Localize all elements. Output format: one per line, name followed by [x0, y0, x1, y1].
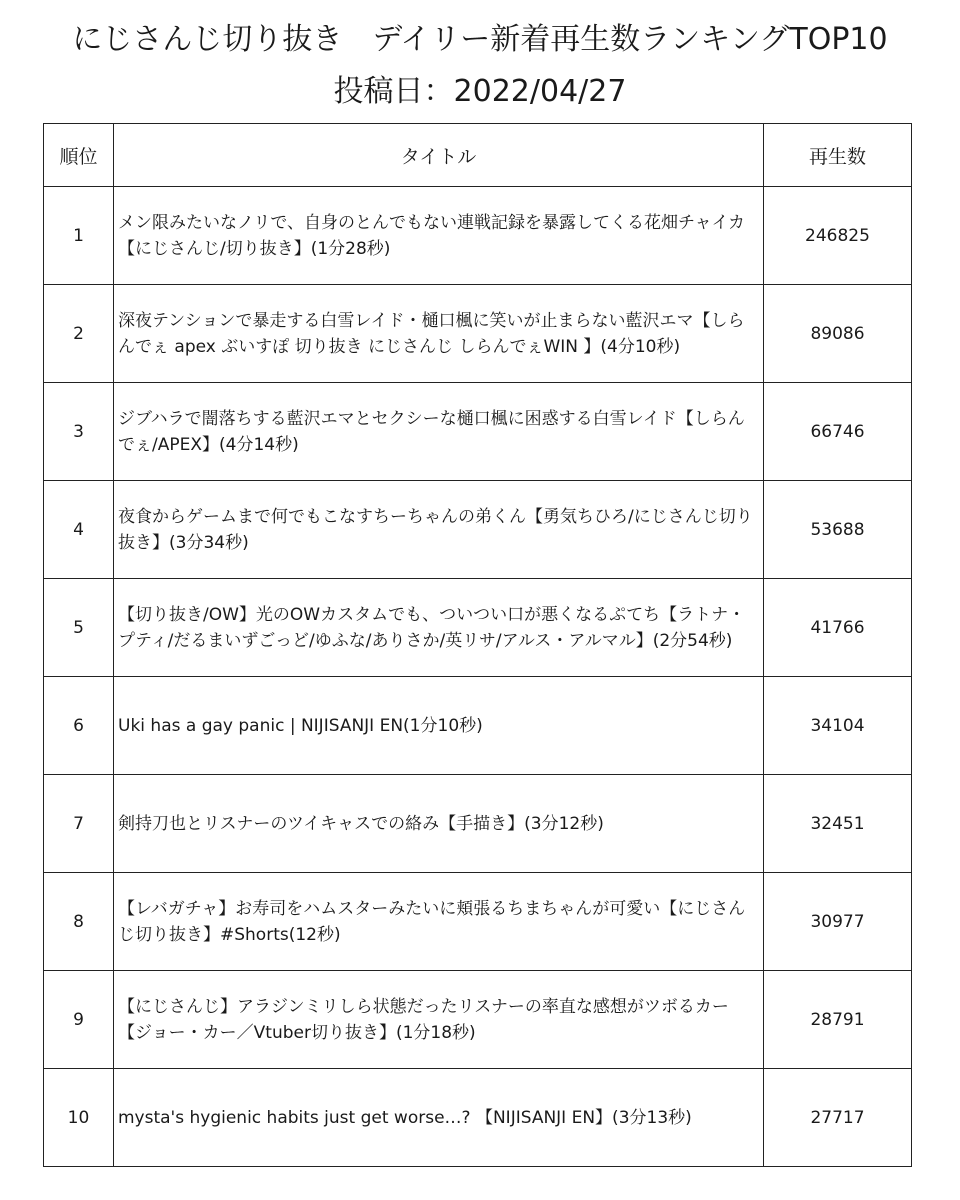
table-row — [44, 775, 912, 873]
title-cell: 夜食からゲームまで何でもこなすちーちゃんの弟くん【勇気ちひろ/にじさんじ切り抜き】(3分34秒) — [114, 481, 764, 579]
views-cell: 27717 — [764, 1069, 912, 1167]
rank-cell: 3 — [44, 383, 114, 481]
table-row — [44, 971, 912, 1069]
views-cell: 53688 — [764, 481, 912, 579]
title-cell: 【レバガチャ】お寿司をハムスターみたいに頬張るちまちゃんが可愛い【にじさんじ切り抜き】#Shorts(12秒) — [114, 873, 764, 971]
page-title: にじさんじ切り抜き デイリー新着再生数ランキングTOP10 — [72, 22, 888, 57]
title-cell: mysta's hygienic habits just get worse…? 【NIJISANJI EN】(3分13秒) — [114, 1069, 764, 1167]
table-row — [44, 383, 912, 481]
views-cell: 32451 — [764, 775, 912, 873]
views-cell: 41766 — [764, 579, 912, 677]
views-cell: 30977 — [764, 873, 912, 971]
column-header-views: 再生数 — [764, 124, 912, 187]
views-cell: 34104 — [764, 677, 912, 775]
title-cell: Uki has a gay panic | NIJISANJI EN(1分10秒) — [114, 677, 764, 775]
rank-cell: 6 — [44, 677, 114, 775]
views-cell: 89086 — [764, 285, 912, 383]
table-row — [44, 579, 912, 677]
rank-cell: 8 — [44, 873, 114, 971]
title-cell: 【切り抜き/OW】光のOWカスタムでも、ついつい口が悪くなるぷてち【ラトナ・プティ/だるまいずごっど/ゆふな/ありさか/英リサ/アルス・アルマル】(2分54秒) — [114, 579, 764, 677]
column-header-title: タイトル — [114, 124, 764, 187]
views-cell: 28791 — [764, 971, 912, 1069]
title-cell: ジブハラで闇落ちする藍沢エマとセクシーな樋口楓に困惑する白雪レイド【しらんでぇ/APEX】(4分14秒) — [114, 383, 764, 481]
title-cell: 【にじさんじ】アラジンミリしら状態だったリスナーの率直な感想がツボるカー【ジョー・カー／Vtuber切り抜き】(1分18秒) — [114, 971, 764, 1069]
views-cell: 66746 — [764, 383, 912, 481]
rank-cell: 4 — [44, 481, 114, 579]
rank-cell: 1 — [44, 187, 114, 285]
ranking-table — [43, 123, 912, 1167]
table-row — [44, 187, 912, 285]
views-cell: 246825 — [764, 187, 912, 285]
table-row — [44, 873, 912, 971]
table-row — [44, 1069, 912, 1167]
rank-cell: 9 — [44, 971, 114, 1069]
title-cell: 深夜テンションで暴走する白雪レイド・樋口楓に笑いが止まらない藍沢エマ【しらんでぇ apex ぶいすぽ 切り抜き にじさんじ しらんでぇWIN 】(4分10秒) — [114, 285, 764, 383]
column-header-rank: 順位 — [44, 124, 114, 187]
table-row — [44, 481, 912, 579]
table-row — [44, 677, 912, 775]
rank-cell: 2 — [44, 285, 114, 383]
post-date: 投稿日：2022/04/27 — [333, 74, 627, 109]
rank-cell: 10 — [44, 1069, 114, 1167]
rank-cell: 5 — [44, 579, 114, 677]
table-header-row — [44, 124, 912, 187]
table-row — [44, 285, 912, 383]
title-cell: 剣持刀也とリスナーのツイキャスでの絡み【手描き】(3分12秒) — [114, 775, 764, 873]
rank-cell: 7 — [44, 775, 114, 873]
title-cell: メン限みたいなノリで、自身のとんでもない連戦記録を暴露してくる花畑チャイカ【にじさんじ/切り抜き】(1分28秒) — [114, 187, 764, 285]
